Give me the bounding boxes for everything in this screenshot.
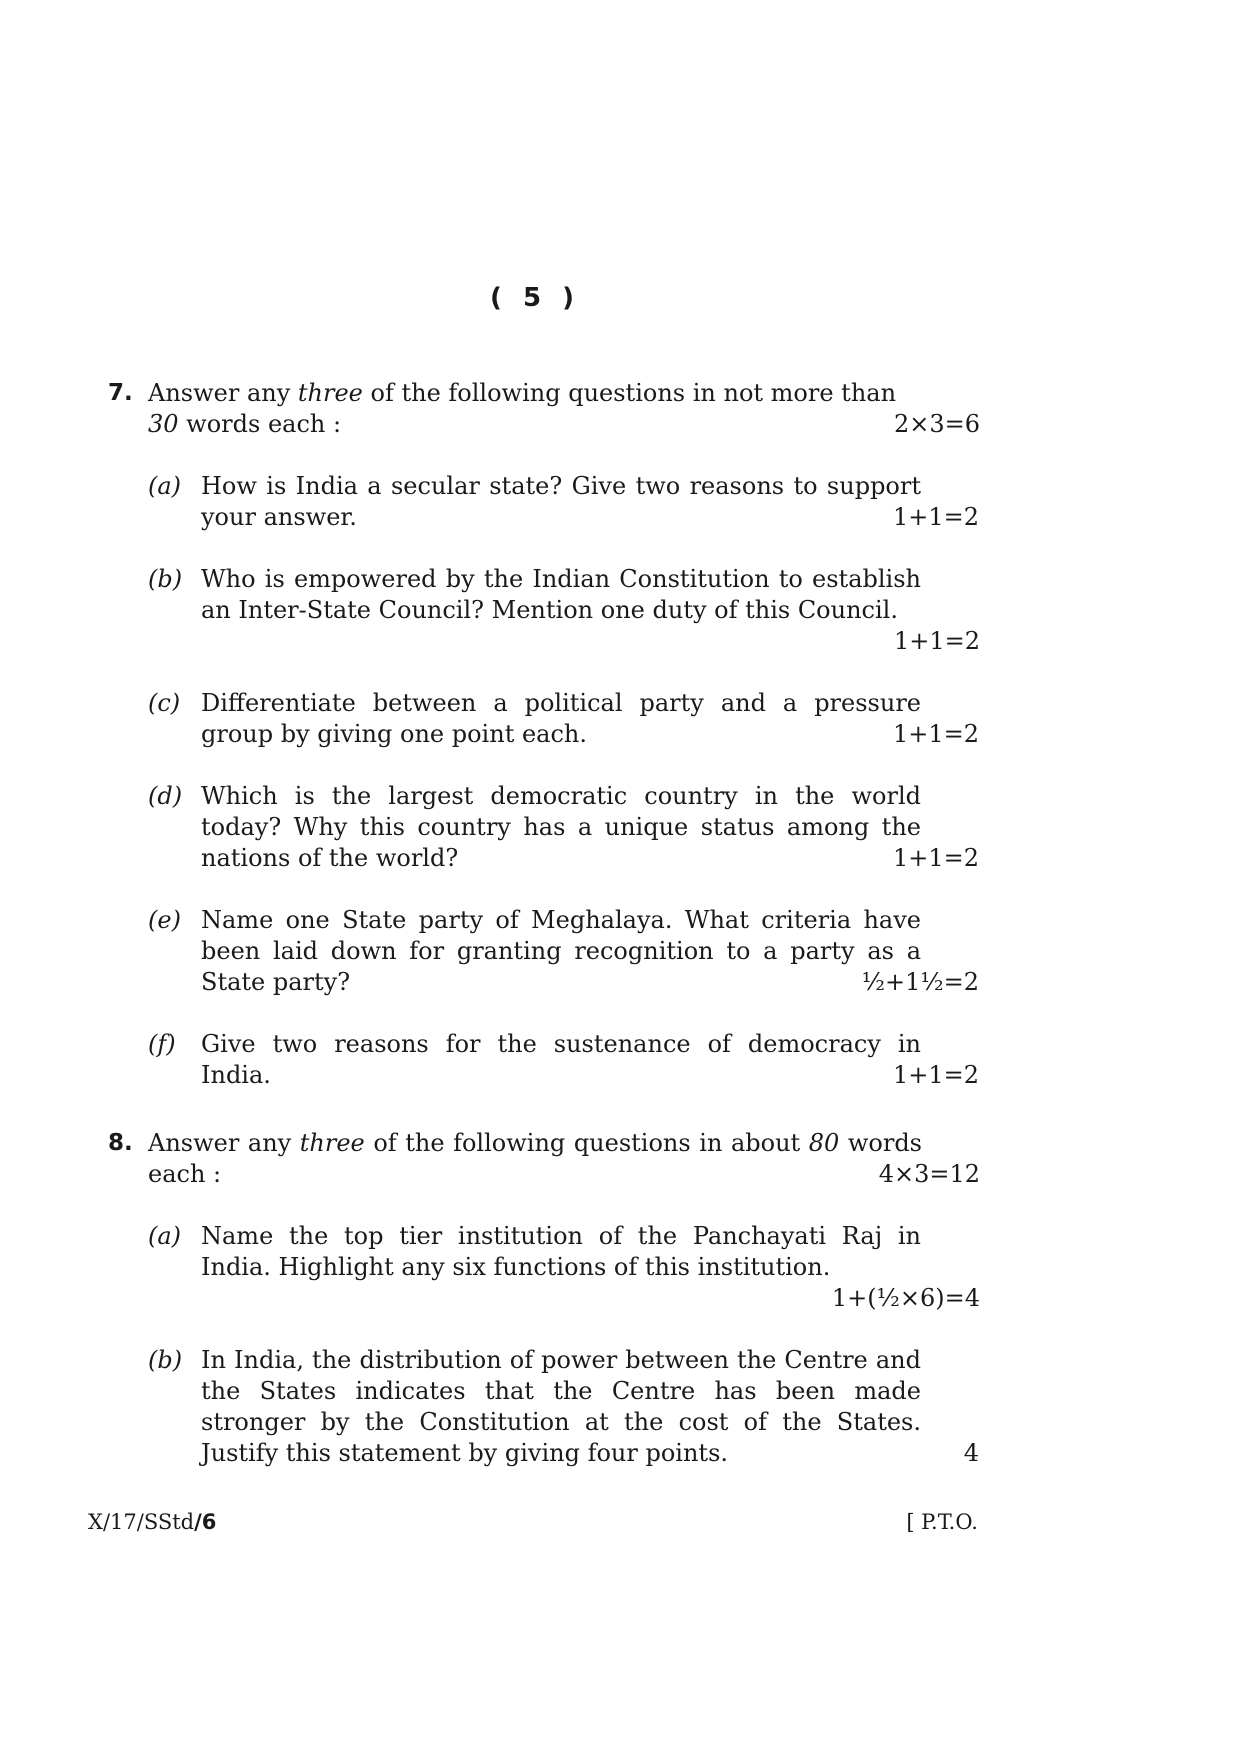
sub-text: Name the top tier institution of the Panchayati Raj in India. Highlight any six functions of this institution. bbox=[201, 1222, 921, 1281]
sub-text: In India, the distribution of power between the Centre and the States indicates that the Centre has been made stronger by the Constitution at the cost of the States. Justify this statement by giving four points. 4 bbox=[201, 1346, 979, 1467]
question-marks: 2×3=6 bbox=[893, 410, 980, 438]
sub-label: (f) bbox=[148, 1030, 176, 1058]
question-text: Answer any three of the following questions in not more than 30 words each : 2×3=6 bbox=[148, 379, 980, 438]
question-number: 8. bbox=[108, 1130, 133, 1156]
sub-label: (c) bbox=[148, 689, 181, 717]
pto-label: [ P.T.O. bbox=[906, 1510, 978, 1534]
sub-marks: 1+1=2 bbox=[892, 503, 979, 531]
sub-label: (d) bbox=[148, 782, 183, 810]
sub-marks: 1+1=2 bbox=[892, 720, 979, 748]
sub-question-c bbox=[148, 688, 978, 750]
question-content bbox=[108, 378, 978, 1506]
page-number: ( 5 ) bbox=[490, 283, 580, 313]
question-number: 7. bbox=[108, 380, 133, 406]
sub-text: Which is the largest democratic country in the world today? Why this country has a unique status among the nations of the world? 1+1=2 bbox=[201, 782, 979, 872]
sub-marks: 1+(½×6)=4 bbox=[831, 1284, 980, 1312]
sub-question-f bbox=[148, 1029, 978, 1091]
sub-label: (a) bbox=[148, 472, 182, 500]
sub-marks: 4 bbox=[963, 1439, 979, 1467]
sub-marks: ½+1½=2 bbox=[861, 968, 979, 996]
sub-text: Name one State party of Meghalaya. What criteria have been laid down for granting recognition to a party as a State party? ½+1½=2 bbox=[201, 906, 979, 996]
sub-label: (b) bbox=[148, 1346, 183, 1374]
question-7 bbox=[108, 378, 978, 1091]
sub-label: (b) bbox=[148, 565, 183, 593]
sub-label: (a) bbox=[148, 1222, 182, 1250]
sub-label: (e) bbox=[148, 906, 181, 934]
paper-code: X/17/SStd/6 bbox=[88, 1510, 217, 1534]
sub-question-b bbox=[148, 1345, 978, 1469]
sub-marks: 1+1=2 bbox=[893, 627, 980, 655]
sub-question-a bbox=[148, 1221, 978, 1314]
sub-marks: 1+1=2 bbox=[892, 1061, 979, 1089]
sub-question-b bbox=[148, 564, 978, 657]
sub-text: Give two reasons for the sustenance of democracy in India. 1+1=2 bbox=[201, 1030, 979, 1089]
question-8 bbox=[108, 1128, 978, 1469]
sub-question-d bbox=[148, 781, 978, 874]
sub-text: Differentiate between a political party and a pressure group by giving one point each. 1+1=2 bbox=[201, 689, 979, 748]
page-footer bbox=[88, 1510, 978, 1534]
sub-question-a bbox=[148, 471, 978, 533]
question-text: Answer any three of the following questions in about 80 words each : 4×3=12 bbox=[148, 1129, 980, 1188]
question-marks: 4×3=12 bbox=[878, 1160, 980, 1188]
sub-question-e bbox=[148, 905, 978, 998]
sub-text: Who is empowered by the Indian Constitution to establish an Inter-State Council? Mention one duty of this Council. bbox=[201, 565, 921, 624]
sub-marks: 1+1=2 bbox=[892, 844, 979, 872]
sub-text: How is India a secular state? Give two reasons to support your answer. 1+1=2 bbox=[201, 472, 979, 531]
